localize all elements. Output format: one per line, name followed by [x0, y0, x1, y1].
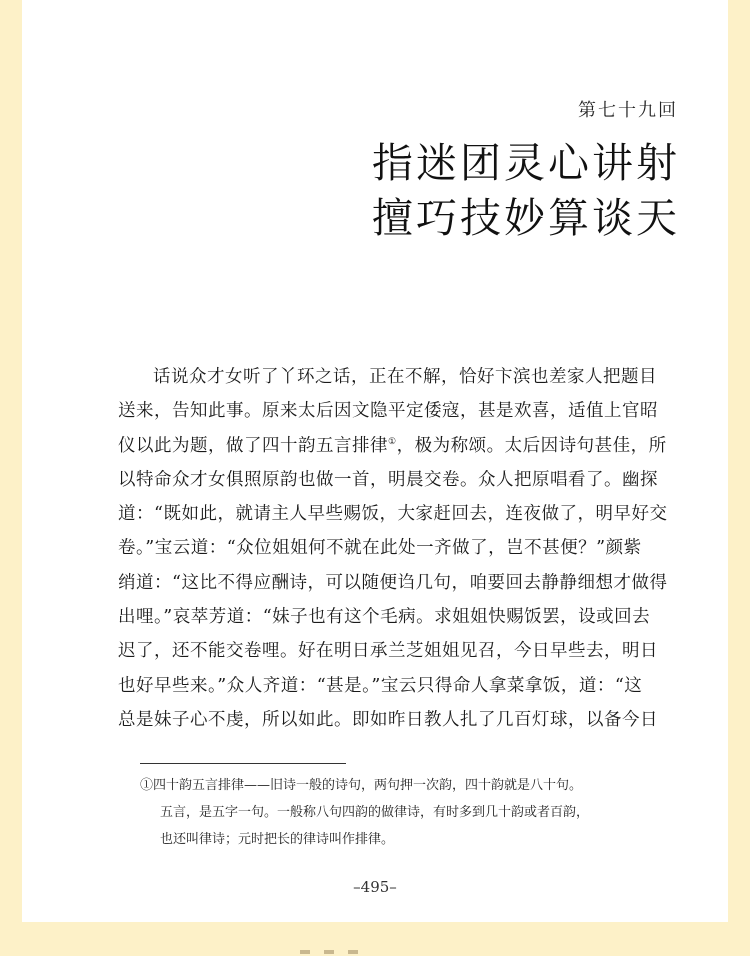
body-text [118, 360, 688, 737]
body-line [118, 429, 688, 463]
text-fragment [324, 950, 334, 954]
footnote-line: ①四十韵五言排律——旧诗一般的诗句，两句押一次韵，四十韵就是八十句。 [140, 778, 583, 793]
text-fragment [300, 950, 310, 954]
body-line: 总是妹子心不虔，所以如此。即如昨日教人扎了几百灯球，以备今日 [118, 709, 658, 730]
chapter-title-line-1: 指迷团灵心讲射 [372, 139, 680, 187]
body-line: 道：“既如此，就请主人早些赐饭，大家赶回去，连夜做了，明早好交 [118, 504, 668, 525]
footnote-line: 五言，是五字一句。一般称八句四韵的做律诗，有时多到几十韵或者百韵， [160, 805, 590, 820]
footnote-marker[interactable]: ① [388, 436, 397, 447]
page-number: –495– [353, 878, 397, 896]
chapter-number: 第七十九回 [578, 100, 678, 121]
body-line-part: ，极为称颂。太后因诗句甚佳，所 [396, 435, 667, 456]
footnote-line: 也还叫律诗；元时把长的律诗叫作排律。 [160, 832, 395, 847]
body-line: 送来，告知此事。原来太后因文隐平定倭寇，甚是欢喜，适值上官昭 [118, 401, 658, 422]
next-page-edge [300, 938, 390, 956]
text-fragment [348, 950, 358, 954]
footnote [140, 772, 700, 853]
chapter-title-line-2: 擅巧技妙算谈天 [372, 194, 680, 242]
body-line: 也好早些来。”众人齐道：“甚是。”宝云只得命人拿菜拿饭，道：“这 [118, 675, 643, 696]
body-line: 迟了，还不能交卷哩。好在明日承兰芝姐姐见召，今日早些去，明日 [118, 641, 658, 662]
chapter-title [372, 136, 680, 246]
body-line-part: 仪以此为题，做了四十韵五言排律 [118, 435, 388, 456]
footnote-divider [140, 763, 346, 764]
book-page [22, 0, 728, 922]
body-line: 话说众才女听了丫环之话，正在不解，恰好卞滨也差家人把题目 [153, 367, 657, 387]
body-line: 出哩。”哀萃芳道：“妹子也有这个毛病。求姐姐快赐饭罢，设或回去 [118, 607, 651, 628]
body-line: 绡道：“这比不得应酬诗，可以随便诌几句，咱要回去静静细想才做得 [118, 572, 668, 593]
body-line: 卷。”宝云道：“众位姐姐何不就在此处一齐做了，岂不甚便？”颜紫 [118, 538, 642, 559]
body-line: 以特命众才女俱照原韵也做一首，明晨交卷。众人把原唱看了。幽探 [118, 469, 658, 490]
